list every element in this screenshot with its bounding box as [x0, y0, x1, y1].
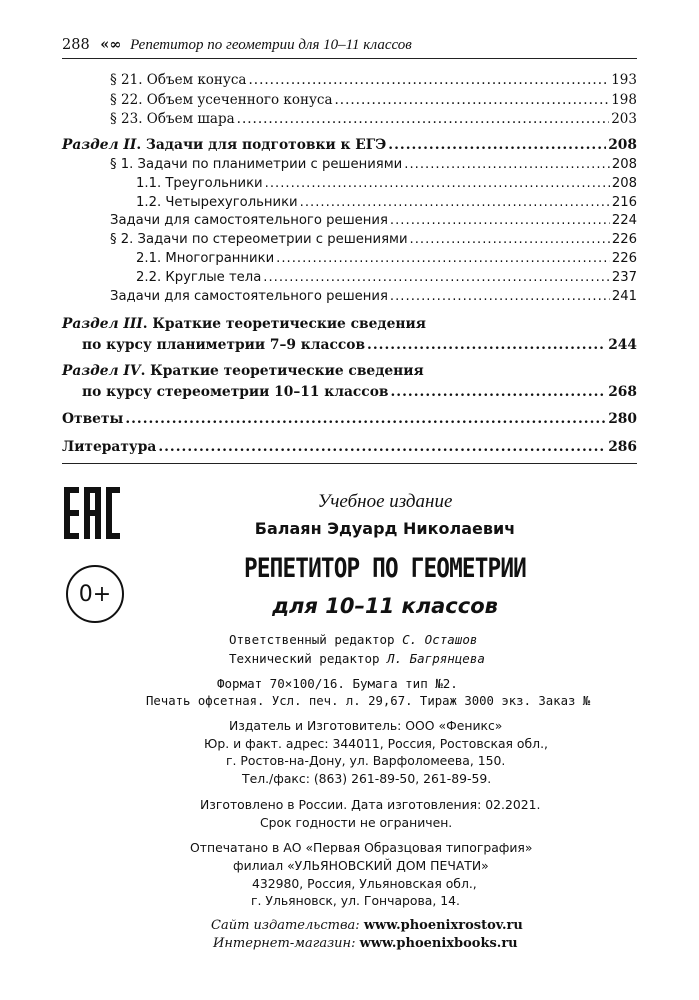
section-divider — [62, 463, 637, 464]
toc-section-heading: Раздел II. Задачи для подготовки к ЕГЭ ..... 208 — [62, 137, 637, 153]
publisher-line: Тел./факс: (863) 261-89-50, 261-89-59. — [242, 771, 492, 786]
printer-line: г. Ульяновск, ул. Гончарова, 14. — [251, 893, 460, 908]
toc-entry: § 21. Объем конуса ..... 193 — [110, 72, 637, 88]
printer-line: Отпечатано в АО «Первая Образцовая типография» — [190, 840, 533, 855]
toc-entry: § 1. Задачи по планиметрии с решениями ..... 208 — [110, 157, 637, 172]
page-number: 288 — [62, 37, 90, 53]
toc-entry: Задачи для самостоятельного решения ..... 224 — [110, 213, 637, 228]
book-title: РЕПЕТИТОР ПО ГЕОМЕТРИИ — [244, 553, 526, 584]
toc-entry: Литература ..... 286 — [62, 439, 637, 455]
eac-mark-logo — [64, 487, 120, 539]
publisher-website: Сайт издательства: www.phoenixrostov.ru — [211, 918, 523, 933]
publisher-line: Юр. и факт. адрес: 344011, Россия, Ростовская обл., — [204, 736, 548, 751]
toc-entry: Задачи для самостоятельного решения ..... 241 — [110, 289, 637, 304]
toc-entry: по курсу планиметрии 7–9 классов ..... 244 — [82, 337, 637, 353]
toc-section-heading: Раздел III. Краткие теоретические сведения — [62, 316, 426, 332]
author-name: Балаян Эдуард Николаевич — [254, 519, 516, 538]
print-line: Печать офсетная. Усл. печ. л. 29,67. Тираж 3000 экз. Заказ № — [146, 694, 591, 708]
toc-entry: § 2. Задачи по стереометрии с решениями ..... 226 — [110, 232, 637, 247]
toc-entry: 2.2. Круглые тела ..... 237 — [136, 270, 637, 285]
toc-entry: по курсу стереометрии 10–11 классов ..... 268 — [82, 384, 637, 400]
tech-editor-line: Технический редактор Л. Багрянцева — [229, 651, 485, 666]
toc-entry: § 22. Объем усеченного конуса ..... 198 — [110, 92, 637, 108]
toc-section-heading: Раздел IV. Краткие теоретические сведения — [62, 363, 424, 379]
editor-line: Ответственный редактор С. Осташов — [229, 632, 478, 647]
toc-entry: Ответы ..... 280 — [62, 411, 637, 427]
shelf-life-line: Срок годности не ограничен. — [260, 815, 453, 830]
publisher-line: Издатель и Изготовитель: ООО «Феникс» — [229, 718, 503, 733]
book-subtitle: для 10–11 классов — [272, 594, 498, 618]
publisher-line: г. Ростов-на-Дону, ул. Варфоломеева, 150. — [226, 753, 506, 768]
toc-entry: 1.1. Треугольники ..... 208 — [136, 176, 637, 191]
publisher-website-link[interactable]: www.phoenixrostov.ru — [363, 918, 523, 933]
age-rating-badge: 0+ — [66, 565, 124, 623]
format-line: Формат 70×100/16. Бумага тип №2. — [217, 676, 458, 691]
header-title: Репетитор по геометрии для 10–11 классов — [130, 37, 412, 53]
online-shop: Интернет-магазин: www.phoenixbooks.ru — [213, 936, 518, 951]
header-ornament: «∞ — [100, 36, 122, 53]
printer-line: филиал «УЛЬЯНОВСКИЙ ДОМ ПЕЧАТИ» — [233, 858, 489, 873]
running-header — [62, 36, 637, 59]
toc-entry: § 23. Объем шара ..... 203 — [110, 111, 637, 127]
edition-type: Учебное издание — [317, 491, 453, 512]
toc-entry: 1.2. Четырехугольники ..... 216 — [136, 195, 637, 210]
printer-line: 432980, Россия, Ульяновская обл., — [252, 876, 477, 891]
online-shop-link[interactable]: www.phoenixbooks.ru — [359, 936, 518, 951]
made-in-line: Изготовлено в России. Дата изготовления: 02.2021. — [200, 797, 541, 812]
toc-entry: 2.1. Многогранники ..... 226 — [136, 251, 637, 266]
